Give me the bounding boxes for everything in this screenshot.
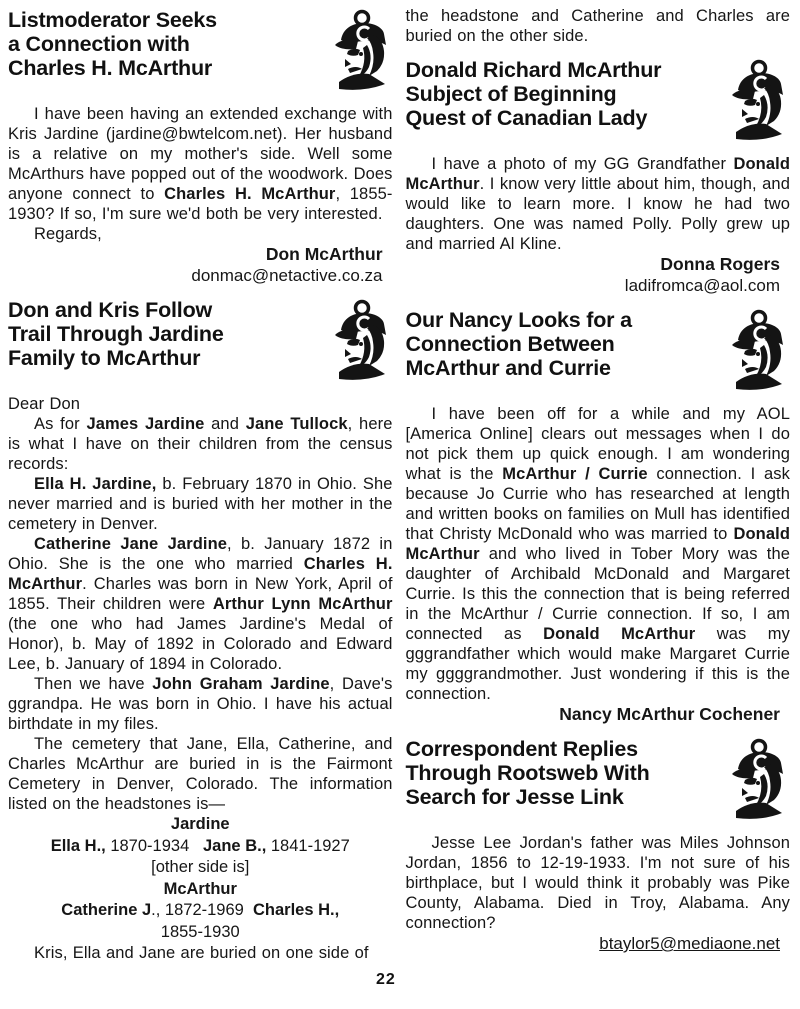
two-column-layout: [8, 6, 790, 963]
emphasized-name: Ella H. Jardine,: [34, 475, 157, 493]
emphasized-name: McArthur / Currie: [502, 465, 648, 483]
emphasized-name: Charles H. McArthur: [164, 185, 336, 203]
text-run: Dear Don: [8, 395, 81, 413]
soldier-head-icon: [728, 59, 788, 146]
soldier-head-icon: [728, 738, 788, 825]
right-column: [406, 6, 791, 963]
signature-email: btaylor5@mediaone.net: [599, 934, 780, 953]
text-run: and: [204, 415, 246, 433]
headline-line: Search for Jesse Link: [405, 785, 624, 809]
paragraph: [8, 414, 393, 474]
text-run: Kris, Ella and Jane are buried on one side of: [34, 944, 369, 962]
article-headline-row: [8, 8, 393, 96]
text-run: , Dave's ggrandpa. He was born in Ohio. I have his actual birthdate in my files.: [8, 675, 393, 733]
emphasized-name: McArthur: [163, 879, 237, 898]
article-headline: [406, 308, 632, 380]
text-run: , 1855-1930? If so, I'm sure we'd both be very interested.: [8, 185, 393, 223]
text-run: the headstone and Catherine and Charles are buried on the other side.: [405, 7, 790, 45]
article-headline: [8, 8, 217, 80]
text-run: I have been having an extended exchange with Kris Jardine (jardine@bwtelcom.net). Her husband is a relative on my mother's side. Well some McArthurs have popped out of the woodwork. Does anyone connect to: [8, 105, 393, 203]
paragraph: [406, 154, 791, 254]
signature-name: Donna Rogers: [660, 254, 780, 274]
article-headline-row: [8, 298, 393, 386]
emphasized-name: Jardine: [170, 815, 230, 833]
text-run: As for: [34, 415, 87, 433]
headline-line: Family to McArthur: [8, 346, 201, 370]
paragraph: [406, 833, 791, 933]
emphasized-name: Catherine J: [61, 901, 152, 919]
article-headline: [406, 58, 662, 130]
signature-name: Nancy McArthur Cochener: [559, 704, 780, 724]
text-run: [other side is]: [151, 858, 250, 876]
emphasized-name: Donald McArthur: [405, 155, 790, 193]
headstone-line: [8, 922, 393, 944]
headstone-line: [8, 814, 393, 836]
headline-line: Charles H. McArthur: [8, 56, 213, 80]
article-headline-row: [406, 58, 791, 146]
emphasized-name: John Graham Jardine: [152, 675, 330, 693]
soldier-head-icon: [728, 309, 788, 396]
headstone-line: [8, 857, 393, 879]
headline-line: Our Nancy Looks for a: [405, 308, 632, 332]
text-run: , here is what I have on their children from the census records:: [8, 415, 393, 473]
emphasized-name: Charles H.,: [253, 901, 340, 919]
emphasized-name: Arthur Lynn McArthur: [212, 595, 393, 613]
text-run: 1855-1930: [160, 922, 240, 941]
page-number: 22: [376, 971, 396, 988]
left-column: [8, 6, 393, 963]
text-run: I have been off for a while and my AOL [America Online] clears out messages when I do not pick them up quick enough. I am wondering what is the: [405, 405, 790, 483]
emphasized-name: Donald McArthur: [543, 625, 696, 643]
article-headline: [8, 298, 224, 370]
text-run: 1870-1934: [105, 836, 203, 855]
text-run: . I know very little about him, though, and would like to learn more. I know he had two daughters. One was named Polly. Polly grew up and married Al Kline.: [405, 175, 790, 253]
text-run: Regards,: [34, 225, 102, 243]
headstone-line: [8, 879, 393, 901]
text-run: ., 1872-1969: [151, 901, 253, 919]
headline-line: McArthur and Currie: [405, 356, 611, 380]
headline-line: Through Rootsweb With: [405, 761, 650, 785]
signature-name: Don McArthur: [265, 244, 383, 264]
headline-line: Don and Kris Follow: [8, 298, 213, 322]
soldier-head-icon: [331, 299, 391, 386]
emphasized-name: Charles H. McArthur: [8, 555, 393, 593]
article-headline-row: [406, 308, 791, 396]
headline-line: Subject of Beginning: [405, 82, 617, 106]
text-run: Then we have: [34, 675, 153, 693]
text-run: (the one who had James Jardine's Medal of Honor), b. May of 1892 in Colorado and Edward Lee, b. January of 1894 in Colorado.: [8, 615, 393, 673]
article-headline-row: [406, 737, 791, 825]
text-run: I have a photo of my GG Grandfather: [431, 155, 734, 173]
paragraph: [8, 224, 393, 244]
text-run: , b. January 1872 in Ohio. She is the one who married: [8, 535, 393, 573]
paragraph: [8, 734, 393, 814]
headline-line: Listmoderator Seeks: [8, 8, 217, 32]
headline-line: a Connection with: [8, 32, 190, 56]
headstone-line: [8, 836, 393, 858]
text-run: Jesse Lee Jordan's father was Miles Johnson Jordan, 1856 to 12-19-1933. I'm not sure of his birthplace, but I would think it probably was Pike County, Alabama. Died in Troy, Alabama. Any connection?: [405, 834, 790, 932]
emphasized-name: Catherine Jane Jardine: [34, 535, 228, 553]
text-run: connection. I ask because Jo Currie who has researched at length and written books on families on Mull has identified that Christy McDonald who was married to: [405, 465, 790, 543]
paragraph: [8, 474, 393, 534]
text-run: 1841-1927: [266, 836, 350, 855]
signature-email: donmac@netactive.co.za: [191, 266, 383, 285]
text-run: . Charles was born in New York, April of 1855. Their children were: [8, 575, 393, 613]
article-headline: [406, 737, 650, 809]
text-run: was my gggrandfather which would make Margaret Currie my ggggrandmother. Just wondering if this is the connection.: [405, 625, 791, 703]
text-run: and who lived in Tober Mory was the daughter of Archibald McDonald and Margaret Currie. Is this the connection that is being referred in the McArthur / Currie connection. If so, I am connected as: [405, 545, 790, 643]
headstone-line: [8, 900, 393, 922]
paragraph: [8, 104, 393, 224]
signature-email: ladifromca@aol.com: [624, 276, 780, 295]
emphasized-name: Jane Tullock: [245, 415, 348, 433]
headline-line: Correspondent Replies: [405, 737, 638, 761]
paragraph: [8, 674, 393, 734]
headline-line: Connection Between: [405, 332, 615, 356]
headline-line: Donald Richard McArthur: [405, 58, 662, 82]
text-run: The cemetery that Jane, Ella, Catherine, and Charles McArthur are buried in is the Fairmont Cemetery in Denver, Colorado. The information listed on the headstones is—: [8, 735, 393, 813]
paragraph: [406, 404, 791, 704]
headline-line: Trail Through Jardine: [8, 322, 224, 346]
paragraph: [406, 6, 791, 46]
paragraph: [8, 394, 393, 414]
paragraph: [8, 943, 393, 963]
emphasized-name: Donald McArthur: [405, 525, 790, 563]
headline-line: Quest of Canadian Lady: [405, 106, 648, 130]
text-run: b. February 1870 in Ohio. She never married and is buried with her mother in the cemetery in Denver.: [8, 475, 393, 533]
paragraph: [8, 534, 393, 674]
emphasized-name: Ella H.,: [50, 836, 106, 855]
emphasized-name: James Jardine: [86, 415, 205, 433]
emphasized-name: Jane B.,: [203, 836, 267, 855]
soldier-head-icon: [331, 9, 391, 96]
